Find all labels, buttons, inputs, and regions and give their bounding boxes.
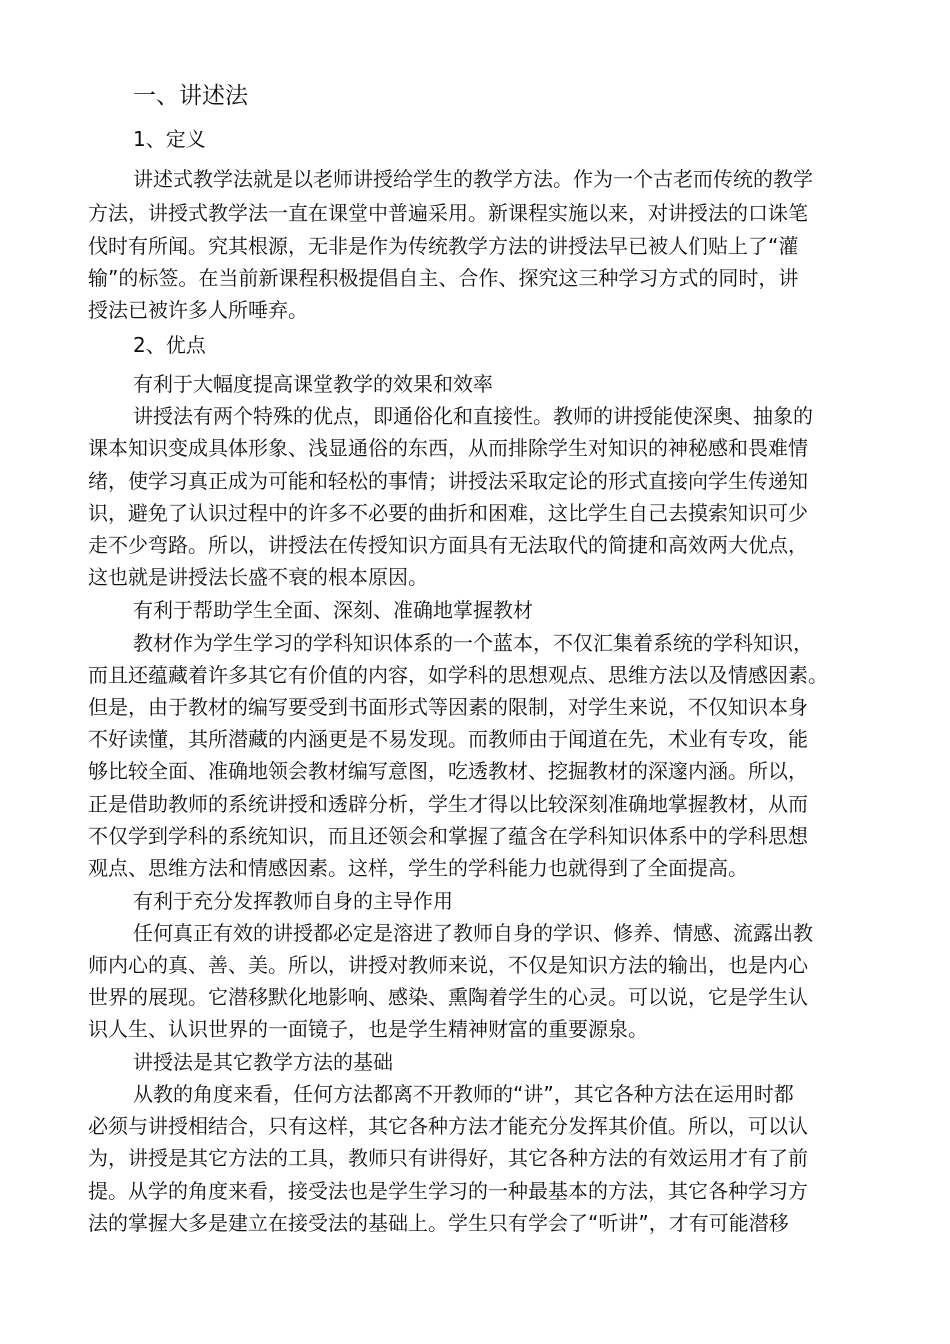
advantage-4-line: 提。从学的角度来看，接受法也是学生学习的一种最基本的方法，其它各种学习方 bbox=[88, 1179, 808, 1203]
advantage-1-line: 这也就是讲授法长盛不衰的根本原因。 bbox=[88, 565, 428, 589]
heading-main: 一、讲述法 bbox=[133, 83, 248, 109]
advantage-3-line: 世界的展现。它潜移默化地影响、感染、熏陶着学生的心灵。可以说，它是学生认 bbox=[88, 985, 808, 1009]
definition-line: 方法，讲授式教学法一直在课堂中普遍采用。新课程实施以来，对讲授法的口诛笔 bbox=[88, 201, 808, 225]
advantage-1-line: 课本知识变成具体形象、浅显通俗的东西，从而排除学生对知识的神秘感和畏难情 bbox=[88, 436, 808, 460]
advantage-1-line: 识，避免了认识过程中的许多不必要的曲折和困难，这比学生自己去摸索知识可少 bbox=[88, 501, 808, 525]
advantage-4-line: 法的掌握大多是建立在接受法的基础上。学生只有学会了“听讲”，才有可能潜移 bbox=[88, 1211, 789, 1235]
advantage-3-line: 识人生、认识世界的一面镜子，也是学生精神财富的重要源泉。 bbox=[88, 1017, 648, 1041]
advantage-2-line: 教材作为学生学习的学科知识体系的一个蓝本，不仅汇集着系统的学科知识， bbox=[133, 631, 813, 655]
advantage-2-line: 不好读懂，其所潜藏的内涵更是不易发现。而教师由于闻道在先，术业有专攻，能 bbox=[88, 727, 808, 751]
definition-line: 输”的标签。在当前新课程积极提倡自主、合作、探究这三种学习方式的同时，讲 bbox=[88, 266, 799, 290]
advantage-1-title: 有利于大幅度提高课堂教学的效果和效率 bbox=[133, 372, 493, 396]
advantage-3-line: 师内心的真、善、美。所以，讲授对教师来说，不仅是知识方法的输出，也是内心 bbox=[88, 953, 808, 977]
advantage-2-line: 但是，由于教材的编写要受到书面形式等因素的限制，对学生来说，不仅知识本身 bbox=[88, 695, 808, 719]
advantage-2-line: 够比较全面、准确地领会教材编写意图，吃透教材、挖掘教材的深邃内涵。所以， bbox=[88, 759, 808, 783]
advantage-3-line: 任何真正有效的讲授都必定是溶进了教师自身的学识、修养、情感、流露出教 bbox=[133, 921, 813, 945]
advantage-4-line: 从教的角度来看，任何方法都离不开教师的“讲”，其它各种方法在运用时都 bbox=[133, 1082, 794, 1106]
definition-line: 讲述式教学法就是以老师讲授给学生的教学方法。作为一个古老而传统的教学 bbox=[133, 167, 813, 191]
advantage-2-line: 不仅学到学科的系统知识，而且还领会和掌握了蕴含在学科知识体系中的学科思想 bbox=[88, 824, 808, 848]
advantage-2-line: 正是借助教师的系统讲授和透辟分析，学生才得以比较深刻准确地掌握教材，从而 bbox=[88, 792, 808, 816]
advantage-4-title: 讲授法是其它教学方法的基础 bbox=[133, 1050, 393, 1074]
advantage-2-line: 观点、思维方法和情感因素。这样，学生的学科能力也就得到了全面提高。 bbox=[88, 856, 748, 880]
advantage-4-line: 必须与讲授相结合，只有这样，其它各种方法才能充分发挥其价值。所以，可以认 bbox=[88, 1114, 808, 1138]
heading-definition: 1、定义 bbox=[133, 127, 206, 151]
advantage-2-title: 有利于帮助学生全面、深刻、准确地掌握教材 bbox=[133, 598, 533, 622]
advantage-1-line: 绪，使学习真正成为可能和轻松的事情；讲授法采取定论的形式直接向学生传递知 bbox=[88, 469, 808, 493]
advantage-4-line: 为，讲授是其它方法的工具，教师只有讲得好，其它各种方法的有效运用才有了前 bbox=[88, 1146, 808, 1170]
definition-line: 授法已被许多人所唾弃。 bbox=[88, 298, 308, 322]
heading-advantages: 2、优点 bbox=[133, 333, 206, 357]
definition-line: 伐时有所闻。究其根源，无非是作为传统教学方法的讲授法早已被人们贴上了“灌 bbox=[88, 234, 799, 258]
advantage-1-line: 走不少弯路。所以，讲授法在传授知识方面具有无法取代的简捷和高效两大优点， bbox=[88, 533, 808, 557]
advantage-1-line: 讲授法有两个特殊的优点，即通俗化和直接性。教师的讲授能使深奥、抽象的 bbox=[133, 404, 813, 428]
advantage-2-line: 而且还蕴藏着许多其它有价值的内容，如学科的思想观点、思维方法以及情感因素。 bbox=[88, 663, 828, 687]
advantage-3-title: 有利于充分发挥教师自身的主导作用 bbox=[133, 889, 453, 913]
